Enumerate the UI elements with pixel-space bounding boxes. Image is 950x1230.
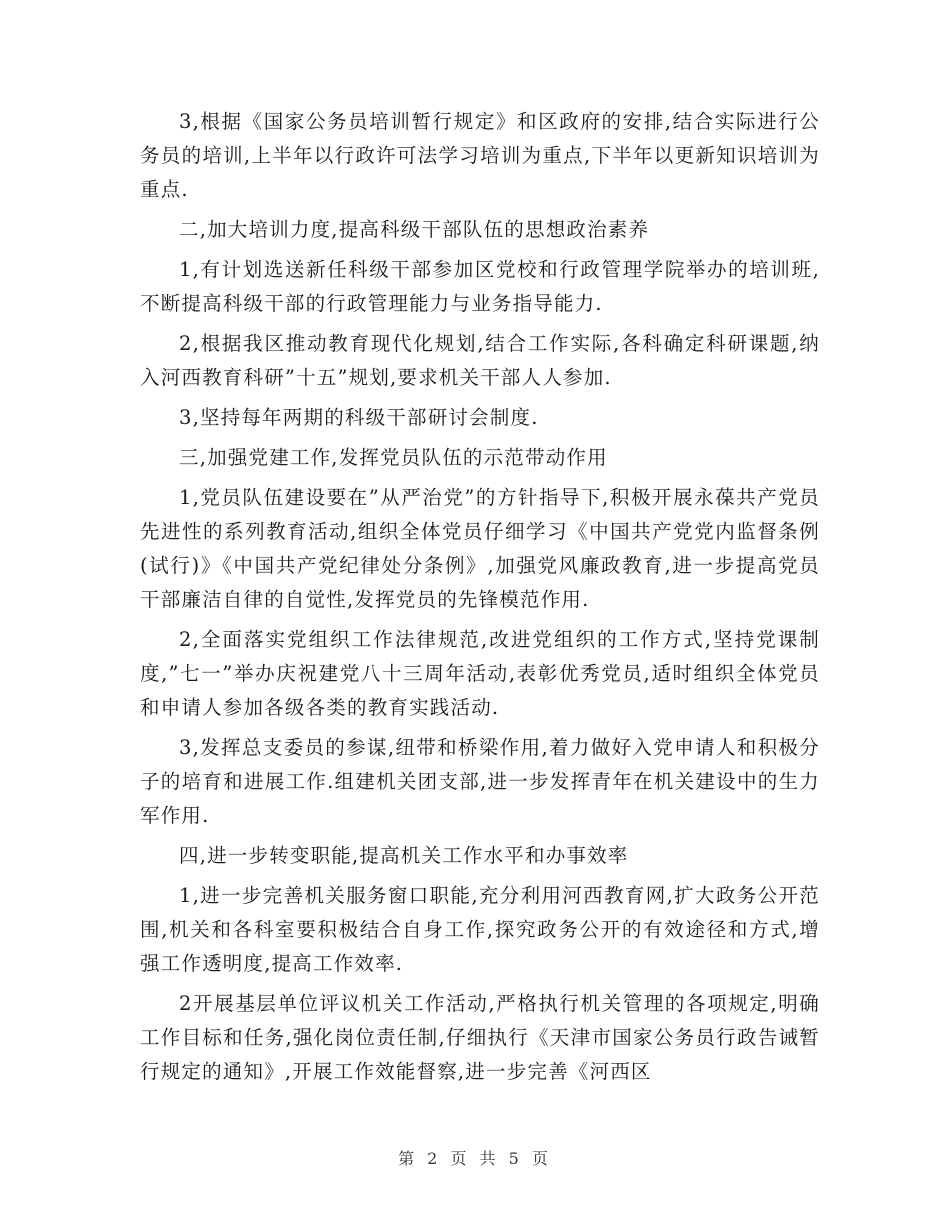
paragraph: 3,根据《国家公务员培训暂行规定》和区政府的安排,结合实际进行公务员的培训,上半年以行政许可法学习培训为重点,下半年以更新知识培训为重点.	[140, 110, 820, 201]
paragraph: 3,发挥总支委员的参谋,纽带和桥梁作用,着力做好入党申请人和积极分子的培育和进展工作.组建机关团支部,进一步发挥青年在机关建设中的生力军作用.	[140, 736, 820, 827]
section-heading: 三,加强党建工作,发挥党员队伍的示范带动作用	[179, 446, 608, 469]
section-heading: 四,进一步转变职能,提高机关工作水平和办事效率	[179, 844, 629, 867]
paragraph: 2开展基层单位评议机关工作活动,严格执行机关管理的各项规定,明确工作目标和任务,强化岗位责任制,仔细执行《天津市国家公务员行政告诫暂行规定的通知》,开展工作效能督察,进一步完善《河西区	[140, 992, 820, 1083]
paragraph: 1,党员队伍建设要在”从严治党”的方针指导下,积极开展永葆共产党员先进性的系列教育活动,组织全体党员仔细学习《中国共产党党内监督条例(试行)》《中国共产党纪律处分条例》,加强党风廉政教育,进一步提高党员干部廉洁自律的自觉性,发挥党员的先锋模范作用.	[140, 486, 820, 611]
page-number-footer: 第 2 页 共 5 页	[398, 1149, 552, 1168]
document-body	[140, 105, 820, 1095]
paragraph: 1,进一步完善机关服务窗口职能,充分利用河西教育网,扩大政务公开范围,机关和各科室要积极结合自身工作,探究政务公开的有效途径和方式,增强工作透明度,提高工作效率.	[140, 884, 820, 975]
paragraph: 2,根据我区推动教育现代化规划,结合工作实际,各科确定科研课题,纳入河西教育科研”十五”规划,要求机关干部人人参加.	[140, 332, 820, 389]
paragraph: 2,全面落实党组织工作法律规范,改进党组织的工作方式,坚持党课制度,”七一”举办庆祝建党八十三周年活动,表彰优秀党员,适时组织全体党员和申请人参加各级各类的教育实践活动.	[140, 628, 820, 719]
paragraph: 1,有计划选送新任科级干部参加区党校和行政管理学院举办的培训班,不断提高科级干部的行政管理能力与业务指导能力.	[140, 258, 820, 315]
paragraph: 3,坚持每年两期的科级干部研讨会制度.	[179, 406, 539, 429]
section-heading: 二,加大培训力度,提高科级干部队伍的思想政治素养	[179, 218, 650, 241]
